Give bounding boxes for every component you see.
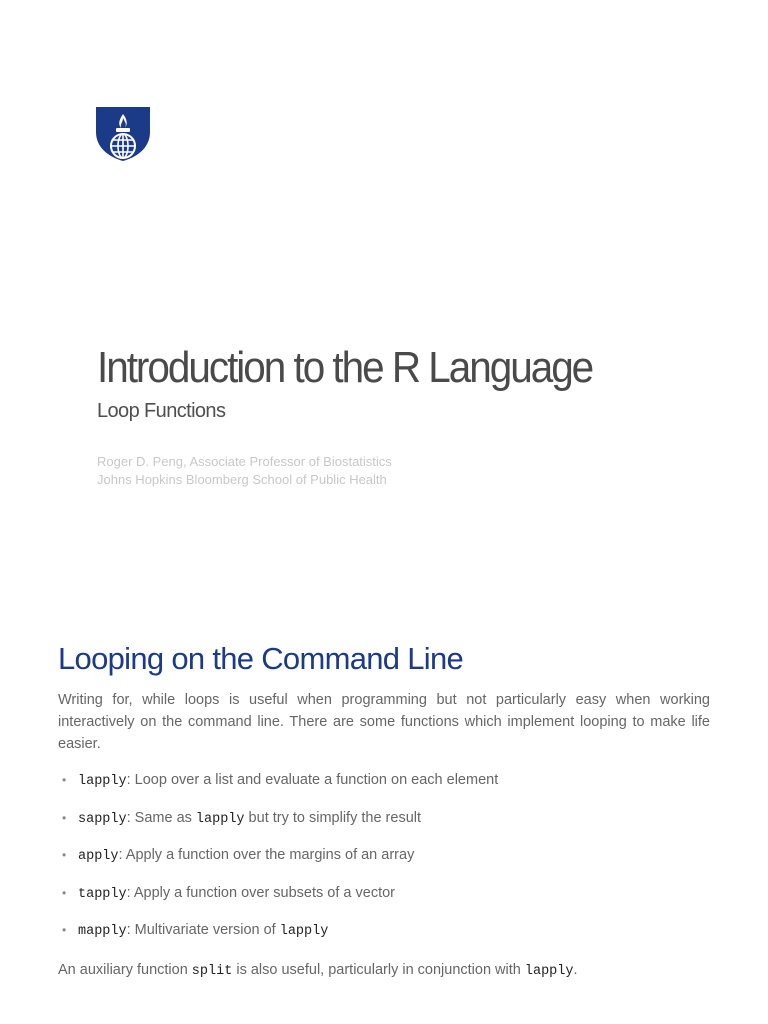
author-affiliation: Johns Hopkins Bloomberg School of Public Health <box>97 472 387 487</box>
section-heading: Looping on the Command Line <box>58 641 464 676</box>
bullet-icon: • <box>62 773 67 787</box>
item-text: : Loop over a list and evaluate a function on each element <box>126 772 499 788</box>
author-info <box>97 453 392 489</box>
bullet-icon: • <box>62 923 67 937</box>
function-name: lapply <box>279 924 329 939</box>
auxiliary-note <box>58 958 710 984</box>
bullet-icon: • <box>62 885 67 900</box>
note-text: An auxiliary function <box>58 962 192 978</box>
function-name: sapply <box>78 811 127 827</box>
function-name: lapply <box>524 964 574 979</box>
bullet-icon: • <box>62 848 67 862</box>
bullet-icon: • <box>62 810 67 825</box>
title-block <box>97 340 635 423</box>
item-text-tail: but try to simplify the result <box>244 809 422 826</box>
function-list <box>58 768 710 956</box>
author-name: Roger D. Peng, Associate Professor of Biostatistics <box>97 454 392 469</box>
item-text: : Apply a function over the margins of an array <box>118 847 415 863</box>
list-item <box>58 768 710 806</box>
list-item <box>58 918 710 956</box>
intro-paragraph: Writing for, while loops is useful when programming but not particularly easy when working interactively on the command line. There are some functions which implement looping to make life easier. <box>58 692 710 752</box>
page-title: Introduction to the R Language <box>97 343 593 392</box>
function-name: lapply <box>195 811 245 827</box>
function-name: mapply <box>78 924 127 939</box>
function-name: split <box>191 964 233 979</box>
function-name: lapply <box>78 774 127 789</box>
page-subtitle: Loop Functions <box>97 400 226 422</box>
item-text: : Apply a function over subsets of a vector <box>126 884 396 901</box>
jhu-shield-icon <box>95 106 151 162</box>
item-text: : Same as <box>126 809 196 826</box>
list-item <box>58 881 710 919</box>
item-text: : Multivariate version of <box>126 922 280 938</box>
function-name: tapply <box>78 886 127 902</box>
list-item <box>58 843 710 881</box>
function-name: apply <box>78 849 119 864</box>
note-text: is also useful, particularly in conjunction with <box>232 962 525 978</box>
list-item <box>58 806 710 844</box>
note-text: . <box>573 962 578 978</box>
